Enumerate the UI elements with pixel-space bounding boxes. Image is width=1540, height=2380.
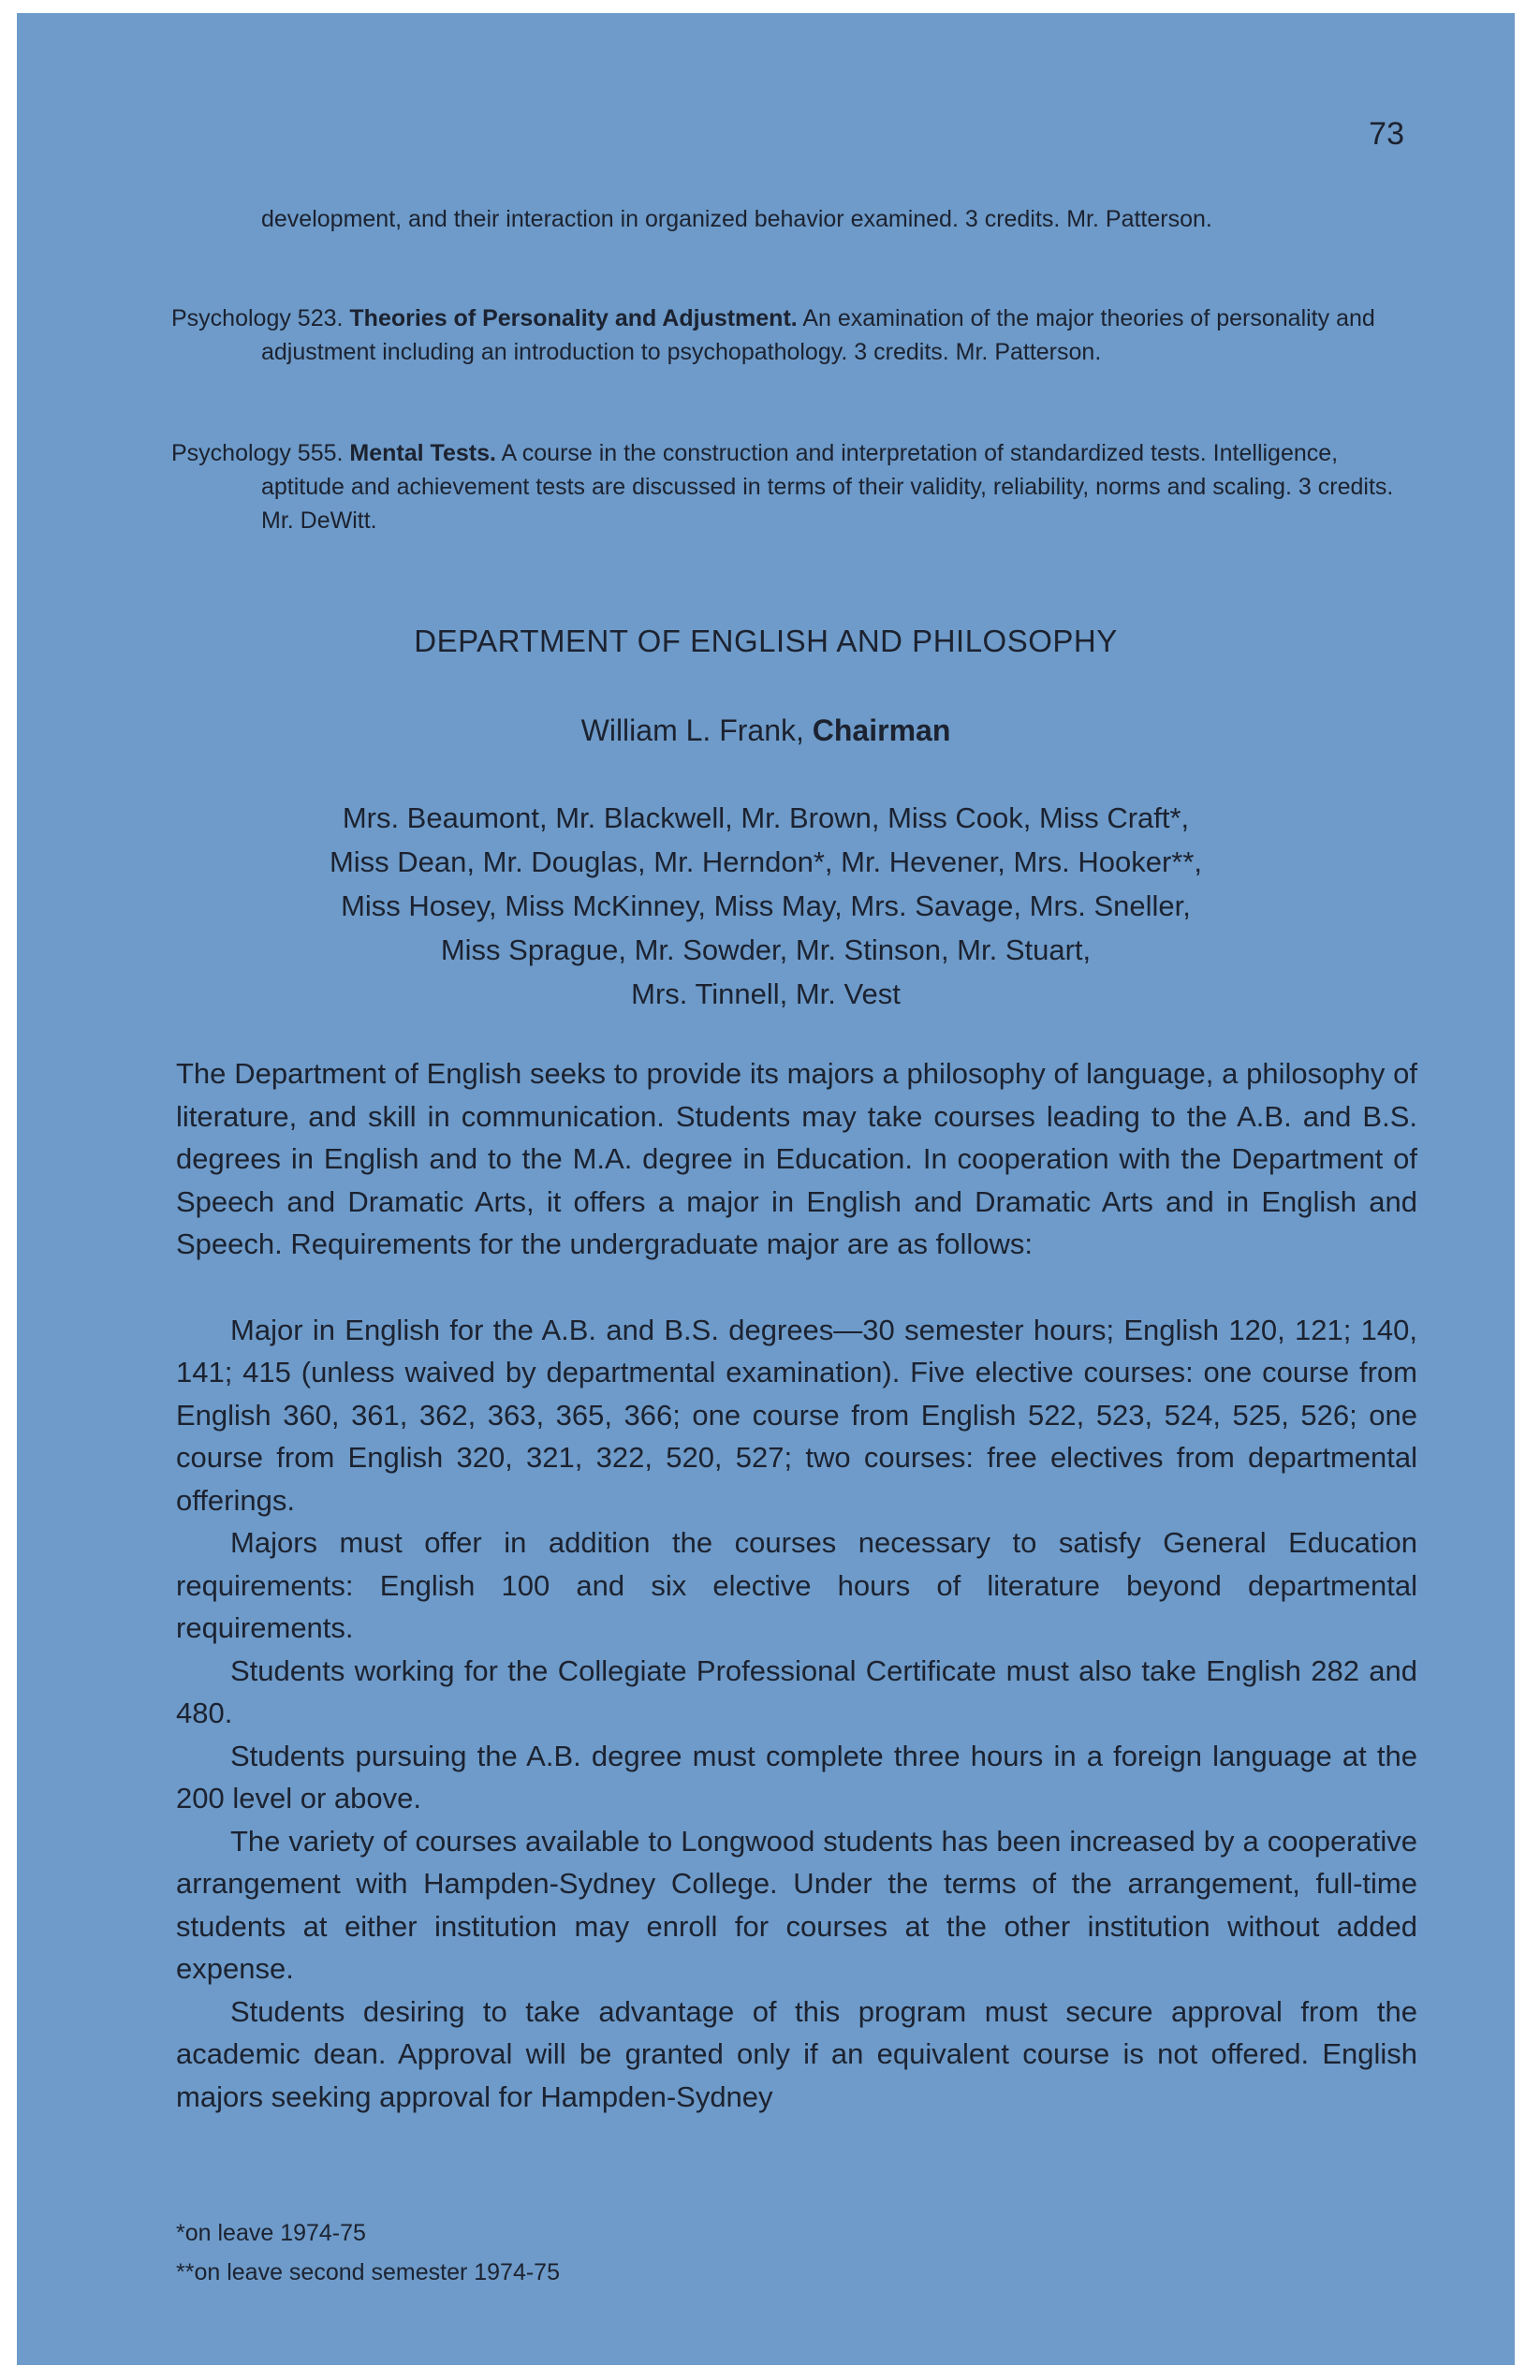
course-description: An examination of the major theories of personality and adjustment including an introduction to psychopathology. 3 credits. Mr. Patterson. xyxy=(261,305,1375,365)
body-paragraph: Students working for the Collegiate Professional Certificate must also take English 282 and 480. xyxy=(176,1653,1417,1729)
faculty-line: Miss Dean, Mr. Douglas, Mr. Herndon*, Mr. Hevener, Mrs. Hooker**, xyxy=(329,845,1203,878)
course-description: development, and their interaction in organized behavior examined. 3 credits. Mr. Patterson. xyxy=(261,206,1212,232)
course-number: Psychology 555. xyxy=(171,440,344,466)
page-number: 73 xyxy=(1369,116,1404,152)
course-text xyxy=(171,436,1416,537)
faculty-line: Mrs. Tinnell, Mr. Vest xyxy=(631,977,901,1010)
body-paragraph: Major in English for the A.B. and B.S. degrees—30 semester hours; English 120, 121; 140, 141; 415 (unless waived by departmental examination). Five elective courses: one course from English 360, 361, 362, 363, 365, 366; one course from English 522, 523, 524, 525, 526; one course from English 320, 321, 322, 520, 527; two courses: free electives from departmental offerings. xyxy=(176,1313,1417,1517)
footnote: *on leave 1974-75 xyxy=(176,2220,366,2246)
department-description xyxy=(176,1052,1417,2118)
chair-title: Chairman xyxy=(812,713,951,747)
body-paragraph: Students desiring to take advantage of this program must secure approval from the academic dean. Approval will be granted only if an equivalent course is not offered. English majors seeking approval for Hampden-Sydney xyxy=(176,1994,1417,2113)
faculty-line: Mrs. Beaumont, Mr. Blackwell, Mr. Brown, Miss Cook, Miss Craft*, xyxy=(342,801,1190,834)
body-paragraph: The variety of courses available to Longwood students has been increased by a cooperative arrangement with Hampden-Sydney College. Under the terms of the arrangement, full-time students at either institution may enroll for courses at the other institution without added expense. xyxy=(176,1824,1417,1985)
course-text xyxy=(171,301,1416,369)
faculty-line: Miss Sprague, Mr. Sowder, Mr. Stinson, Mr. Stuart, xyxy=(440,933,1092,966)
body-paragraph: Majors must offer in addition the courses necessary to satisfy General Education requirements: English 100 and six elective hours of literature beyond departmental requirements. xyxy=(176,1526,1417,1644)
department-chairman xyxy=(17,713,1515,748)
course-continuation xyxy=(171,202,1416,236)
course-title: Theories of Personality and Adjustment. xyxy=(349,305,798,331)
department-heading: DEPARTMENT OF ENGLISH AND PHILOSOPHY xyxy=(414,624,1118,658)
course-entry-psychology-555 xyxy=(171,436,1416,537)
body-paragraph: Students pursuing the A.B. degree must complete three hours in a foreign language at the 200 level or above. xyxy=(176,1739,1417,1814)
course-entry-psychology-523 xyxy=(171,301,1416,369)
faculty-list xyxy=(17,796,1515,1016)
catalog-page xyxy=(17,13,1515,2365)
course-title: Mental Tests. xyxy=(349,440,496,466)
faculty-line: Miss Hosey, Miss McKinney, Miss May, Mrs. Savage, Mrs. Sneller, xyxy=(341,889,1191,922)
course-number: Psychology 523. xyxy=(171,305,344,331)
body-paragraph: The Department of English seeks to provide its majors a philosophy of language, a philosophy of literature, and skill in communication. Students may take courses leading to the A.B. and B.S. degrees in English and to the M.A. degree in Education. In cooperation with the Department of Speech and Dramatic Arts, it offers a major in English and Dramatic Arts and in English and Speech. Requirements for the undergraduate major are as follows: xyxy=(176,1057,1417,1260)
course-description: A course in the construction and interpretation of standardized tests. Intelligence, aptitude and achievement tests are discussed in terms of their validity, reliability, norms and scaling. 3 credits. Mr. DeWitt. xyxy=(261,440,1394,534)
chair-name: William L. Frank, xyxy=(580,713,804,747)
footnote: **on leave second semester 1974-75 xyxy=(176,2259,560,2285)
footnotes xyxy=(176,2213,560,2292)
